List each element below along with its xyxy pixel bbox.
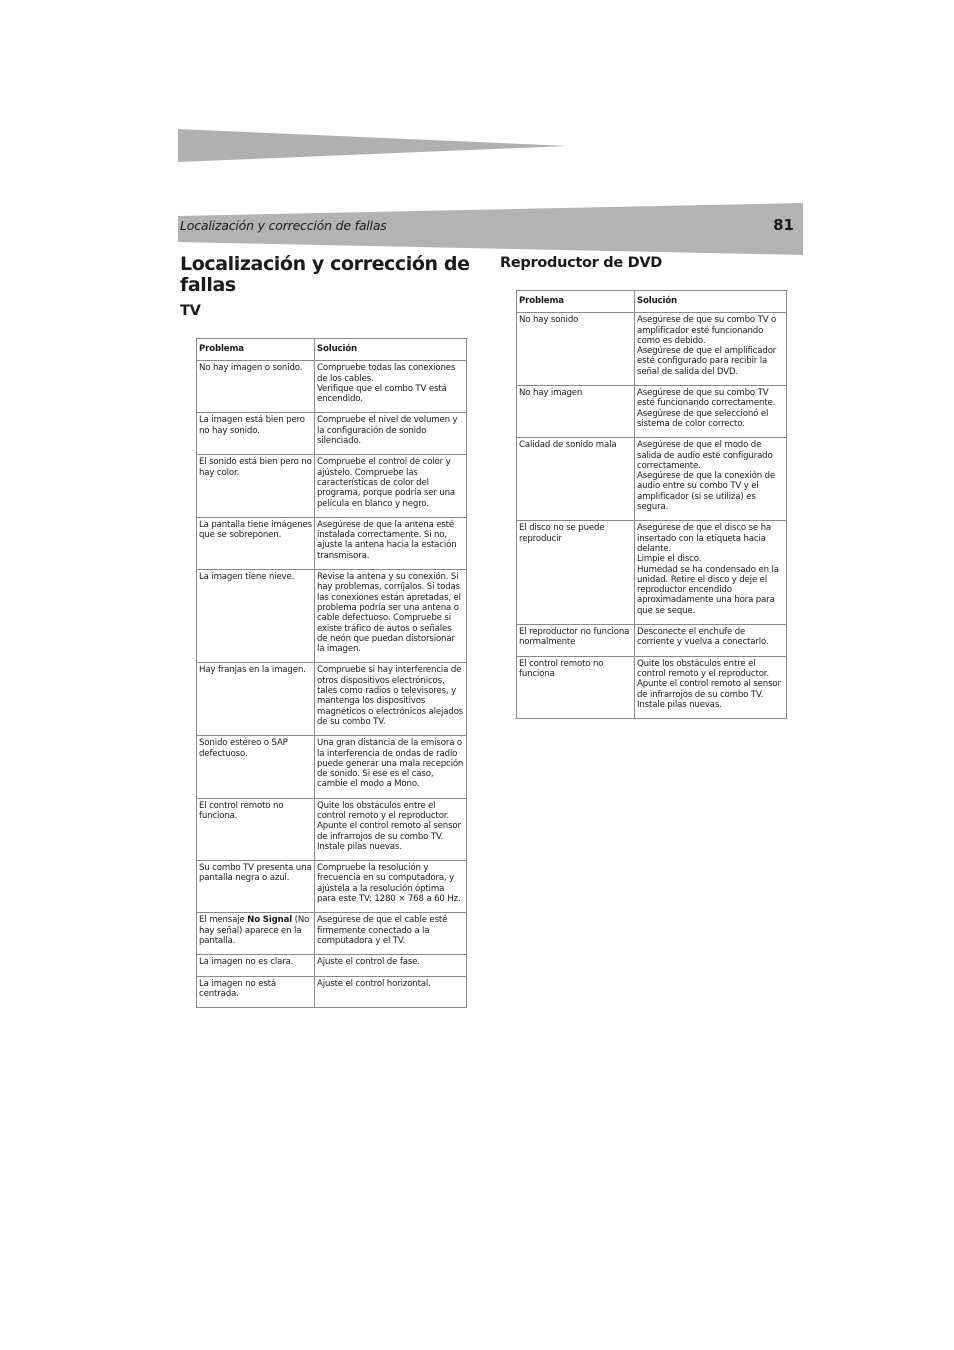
solution-cell: Asegúrese de que la antena esté instalada correctamente. Si no, ajuste la antena hacia la estación transmisora. [315, 517, 467, 569]
table-row [197, 976, 467, 1008]
solution-cell: Compruebe si hay interferencia de otros dispositivos electrónicos, tales como radios o televisores, y mantenga los dispositivos magnéticos o electrónicos alejados de su combo TV. [315, 663, 467, 736]
solution-cell: Asegúrese de que el cable esté firmemente conectado a la computadora y el TV. [315, 913, 467, 955]
solution-cell: Asegúrese de que el disco se ha insertado con la etiqueta hacia delante. Limpie el disco. Humedad se ha condensado en la unidad. Retire el disco y deje el reproductor encendido aproximadamente una hora para que se seque. [635, 521, 787, 625]
problem-cell: La imagen tiene nieve. [197, 570, 315, 663]
problem-cell: Hay franjas en la imagen. [197, 663, 315, 736]
table-row [517, 386, 787, 438]
problem-cell: El control remoto no funciona. [197, 798, 315, 860]
table-row [197, 736, 467, 798]
table-row [197, 517, 467, 569]
table-row [197, 913, 467, 955]
problem-text-suffix: (No hay señal) aparece en la pantalla. [199, 915, 310, 946]
solution-cell: Quite los obstáculos entre el control remoto y el reproductor. Apunte el control remoto al sensor de infrarrojos de su combo TV. Instale pilas nuevas. [315, 798, 467, 860]
problem-cell: El control remoto no funciona [517, 656, 635, 718]
solution-cell: Ajuste el control horizontal. [315, 976, 467, 1008]
problem-cell: Calidad de sonido mala [517, 438, 635, 521]
page-title: Localización y corrección de fallas [180, 253, 470, 296]
solution-cell: Compruebe el control de color y ajústelo. Compruebe las características de color del programa, porque podría ser una película en blanco y negro. [315, 455, 467, 517]
solution-cell: Asegúrese de que su combo TV esté funcionando correctamente. Asegúrese de que seleccionó el sistema de color correcto. [635, 386, 787, 438]
table-row [517, 625, 787, 657]
table-row [197, 570, 467, 663]
solution-cell: Compruebe la resolución y frecuencia en su computadora, y ajústela a la resolución óptima para este TV: 1280 × 768 a 60 Hz. [315, 861, 467, 913]
page-number: 81 [773, 216, 794, 234]
column-header-solution: Solución [635, 291, 787, 313]
problem-cell: Su combo TV presenta una pantalla negra o azul. [197, 861, 315, 913]
table-row [517, 313, 787, 386]
problem-cell: El reproductor no funciona normalmente [517, 625, 635, 657]
column-header-problem: Problema [517, 291, 635, 313]
solution-cell: Una gran distancia de la emisora o la interferencia de ondas de radio puede generar una mala recepción de sonido. Si ese es el caso, cambie el modo a Mono. [315, 736, 467, 798]
tv-troubleshooting-table [196, 338, 467, 1008]
solution-cell: Quite los obstáculos entre el control remoto y el reproductor. Apunte el control remoto al sensor de infrarrojos de su combo TV. Instale pilas nuevas. [635, 656, 787, 718]
solution-cell: Asegúrese de que el modo de salida de audio esté configurado correctamente. Asegúrese de que la conexión de audio entre su combo TV y el amplificador (si se utiliza) es segura. [635, 438, 787, 521]
problem-cell [197, 913, 315, 955]
table-row [197, 663, 467, 736]
problem-cell: La imagen no es clara. [197, 955, 315, 976]
table-row [517, 438, 787, 521]
problem-cell: La pantalla tiene imágenes que se sobreponen. [197, 517, 315, 569]
dvd-troubleshooting-table [516, 290, 787, 719]
column-header-solution: Solución [315, 339, 467, 361]
no-signal-label: No Signal [247, 915, 293, 926]
header-band-graphic [0, 0, 954, 270]
top-wedge-band [178, 129, 568, 162]
dvd-section-heading: Reproductor de DVD [500, 255, 663, 271]
table-row [197, 798, 467, 860]
table-row [517, 656, 787, 718]
table-row [517, 521, 787, 625]
solution-cell: Compruebe todas las conexiones de los cables. Verifique que el combo TV está encendido. [315, 361, 467, 413]
problem-cell: El disco no se puede reproducir [517, 521, 635, 625]
table-row [197, 955, 467, 976]
column-header-problem: Problema [197, 339, 315, 361]
solution-cell: Revise la antena y su conexión. Si hay problemas, corríjalos. Si todas las conexiones están apretadas, el problema podría ser una antena o cable defectuoso. Compruebe si existe tráfico de autos o señales de neón que puedan distorsionar la imagen. [315, 570, 467, 663]
problem-cell: No hay imagen o sonido. [197, 361, 315, 413]
table-row [197, 413, 467, 455]
table-header-row [517, 291, 787, 313]
table-header-row [197, 339, 467, 361]
tv-section-heading: TV [180, 303, 201, 319]
solution-cell: Asegúrese de que su combo TV o amplificador esté funcionando como es debido. Asegúrese de que el amplificador esté configurado para recibir la señal de salida del DVD. [635, 313, 787, 386]
problem-text-prefix: El mensaje [199, 915, 248, 926]
running-header-section: Localización y corrección de fallas [180, 218, 387, 233]
problem-cell: El sonido está bien pero no hay color. [197, 455, 315, 517]
solution-cell: Desconecte el enchufe de corriente y vuelva a conectarlo. [635, 625, 787, 657]
problem-cell: No hay imagen [517, 386, 635, 438]
table-row [197, 861, 467, 913]
problem-cell: La imagen está bien pero no hay sonido. [197, 413, 315, 455]
problem-cell: Sonido estéreo o SAP defectuoso. [197, 736, 315, 798]
table-row [197, 455, 467, 517]
problem-cell: No hay sonido [517, 313, 635, 386]
solution-cell: Ajuste el control de fase. [315, 955, 467, 976]
table-row [197, 361, 467, 413]
solution-cell: Compruebe el nivel de volumen y la configuración de sonido silenciado. [315, 413, 467, 455]
problem-cell: La imagen no está centrada. [197, 976, 315, 1008]
